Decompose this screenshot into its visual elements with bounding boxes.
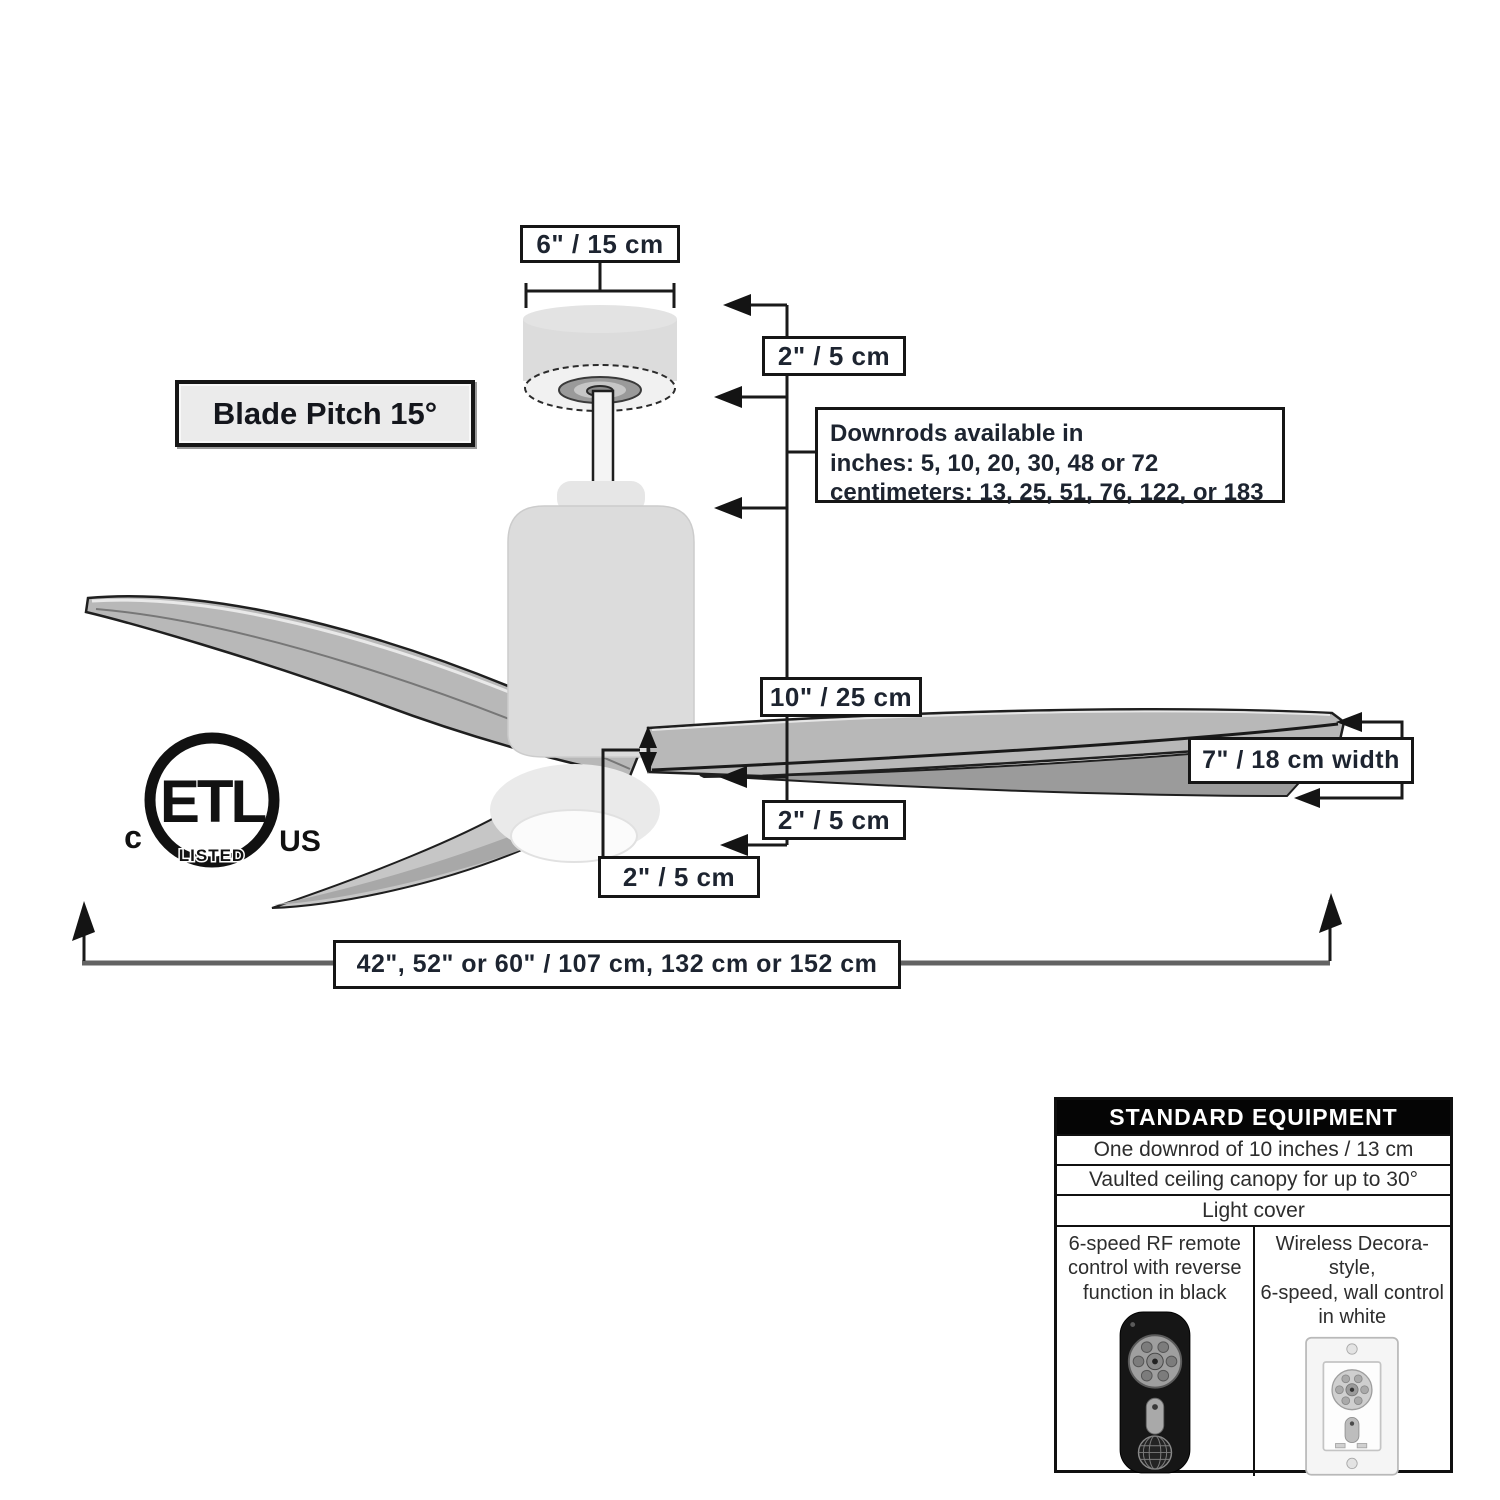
canopy-top — [523, 305, 677, 333]
equipment-row-canopy: Vaulted ceiling canopy for up to 30° — [1057, 1166, 1450, 1196]
wall-tab — [1357, 1443, 1367, 1447]
remote-dial-button — [1141, 1371, 1152, 1382]
label-light-offset: 2" / 5 cm — [762, 800, 906, 840]
etl-listed-text: LISTED — [178, 846, 246, 865]
remote-dial-button — [1133, 1356, 1144, 1367]
wall-dial-button — [1342, 1396, 1350, 1404]
motor-housing — [508, 506, 694, 757]
arrowhead-light-bottom — [720, 834, 748, 856]
arrowhead-width-bottom — [1294, 788, 1320, 808]
arrowhead-canopy-bottom — [714, 386, 742, 408]
downrods-note-line-2: inches: 5, 10, 20, 30, 48 or 72 — [830, 449, 1159, 477]
standard-equipment-table — [1054, 1097, 1453, 1473]
wall-dial-button — [1342, 1374, 1350, 1382]
remote-oval-dot — [1152, 1404, 1158, 1410]
light-kit-lens — [511, 810, 637, 862]
downrod — [593, 391, 613, 491]
etl-listed-mark — [124, 738, 321, 865]
label-blade-thickness: 2" / 5 cm — [598, 856, 760, 898]
wall-control-cell — [1255, 1227, 1451, 1476]
remote-caption-line-2: control with reverse — [1068, 1257, 1242, 1280]
equipment-controls-row — [1057, 1227, 1450, 1476]
arrowhead-ceiling — [723, 294, 751, 316]
remote-caption-line-3: function in black — [1083, 1281, 1227, 1304]
equipment-table-header: STANDARD EQUIPMENT — [1057, 1100, 1450, 1136]
remote-dial-button — [1141, 1342, 1152, 1353]
remote-caption-line-1: 6-speed RF remote — [1068, 1233, 1241, 1255]
wall-caption-line-3: in white — [1318, 1306, 1387, 1329]
etl-us-text: US — [279, 825, 321, 858]
equipment-row-downrod: One downrod of 10 inches / 13 cm — [1057, 1136, 1450, 1166]
rf-remote-image — [1105, 1311, 1205, 1476]
wall-control-image — [1297, 1336, 1407, 1476]
remote-led — [1130, 1322, 1135, 1327]
wall-screw-top — [1347, 1343, 1357, 1353]
wall-screw-bottom — [1347, 1458, 1357, 1468]
remote-dial-button — [1158, 1371, 1169, 1382]
equipment-row-light-cover: Light cover — [1057, 1196, 1450, 1227]
downrods-note-line-1: Downrods available in — [830, 420, 1084, 447]
wall-dial-button — [1361, 1385, 1369, 1393]
wall-dial-button — [1355, 1374, 1363, 1382]
label-blade-width: 7" / 18 cm width — [1188, 737, 1414, 784]
arrowhead-motor-top — [714, 497, 742, 519]
wall-dial-button — [1355, 1396, 1363, 1404]
wall-oval-dot — [1350, 1421, 1354, 1425]
remote-dial-button — [1158, 1342, 1169, 1353]
wall-dial-button — [1336, 1385, 1344, 1393]
remote-oval-button — [1146, 1398, 1163, 1434]
remote-dial-button — [1166, 1356, 1177, 1367]
label-motor-height: 10" / 25 cm — [760, 677, 922, 717]
wall-center-dot — [1350, 1387, 1354, 1391]
wall-oval-button — [1345, 1417, 1359, 1442]
label-fan-span: 42", 52" or 60" / 107 cm, 132 cm or 152 cm — [333, 940, 901, 989]
etl-c-text: c — [124, 819, 142, 855]
wall-caption-line-2: 6-speed, wall control — [1260, 1281, 1444, 1304]
arrowhead-span-right — [1319, 893, 1342, 933]
wall-tab — [1336, 1443, 1346, 1447]
etl-letters: ETL — [159, 768, 265, 835]
remote-center-dot — [1152, 1359, 1158, 1365]
arrowhead-span-left — [72, 901, 95, 941]
label-canopy-height: 2" / 5 cm — [762, 336, 906, 376]
label-downrods-note — [815, 407, 1285, 507]
wall-caption-line-1: Wireless Decora-style, — [1275, 1233, 1429, 1280]
downrods-note-line-3: centimeters: 13, 25, 51, 76, 122, or 183 — [830, 479, 1264, 507]
remote-control-cell — [1057, 1227, 1255, 1476]
label-blade-pitch: Blade Pitch 15° — [175, 380, 475, 447]
label-canopy-width: 6" / 15 cm — [520, 225, 680, 263]
